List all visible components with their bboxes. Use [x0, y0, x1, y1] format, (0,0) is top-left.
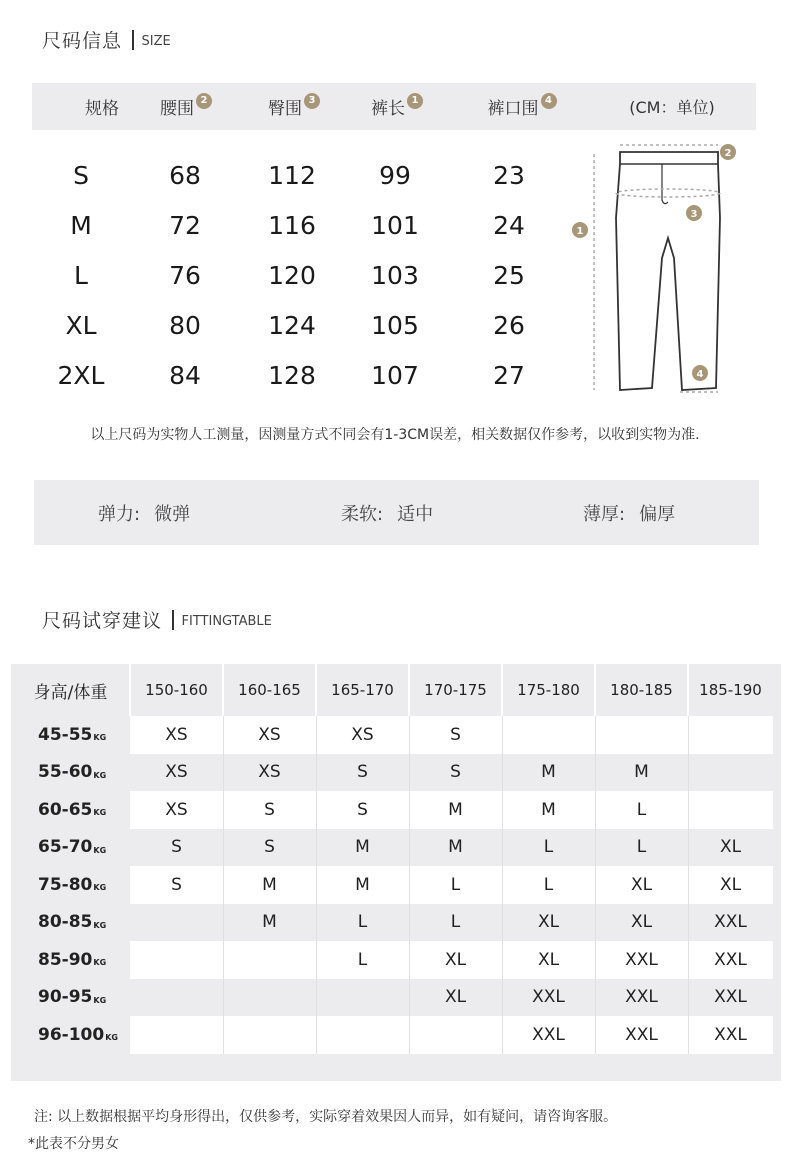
- kg-unit: KG: [93, 733, 107, 743]
- recommended-size: S: [171, 837, 182, 858]
- column-divider: [595, 941, 596, 979]
- recommended-size: M: [355, 837, 370, 858]
- diagram-badge-3-text: 3: [690, 209, 698, 220]
- size-value: 107: [371, 360, 419, 390]
- weight-range: 55-60: [38, 762, 93, 783]
- recommended-size: [130, 941, 223, 979]
- header-divider: [594, 664, 596, 716]
- column-divider: [502, 941, 503, 979]
- recommended-size: [223, 941, 316, 979]
- column-divider: [502, 979, 503, 1017]
- recommended-size: XL: [630, 874, 653, 895]
- column-divider: [316, 791, 317, 829]
- height-header: 170-175: [424, 681, 487, 699]
- size-row: [32, 350, 572, 400]
- property-elasticity: 弹力: 微弹: [98, 503, 191, 525]
- size-value: 124: [268, 310, 316, 340]
- diagram-badge-1-text: 1: [576, 226, 584, 237]
- weight-label: [11, 904, 130, 942]
- recommended-size: L: [357, 912, 368, 933]
- fitting-table-header: [11, 664, 781, 716]
- weight-label: [11, 791, 130, 829]
- column-divider: [316, 979, 317, 1017]
- badge-2: 2: [196, 93, 212, 109]
- size-value: 26: [493, 310, 525, 340]
- column-divider: [409, 979, 410, 1017]
- size-label: M: [70, 210, 92, 240]
- column-divider: [688, 941, 689, 979]
- column-divider: [316, 866, 317, 904]
- recommended-size: M: [634, 762, 649, 783]
- recommended-size: M: [541, 799, 556, 820]
- column-divider: [316, 1016, 317, 1054]
- column-divider: [502, 754, 503, 792]
- footnote-unisex: *此表不分男女: [28, 1136, 119, 1152]
- recommended-size: XL: [630, 912, 653, 933]
- recommended-size: XS: [351, 724, 374, 745]
- weight-range: 96-100: [38, 1024, 105, 1045]
- recommended-size: S: [357, 762, 368, 783]
- column-divider: [502, 791, 503, 829]
- size-row: [32, 200, 572, 250]
- recommended-size: XS: [165, 799, 188, 820]
- recommended-size: XXL: [625, 1024, 658, 1045]
- fitting-row: [11, 941, 781, 979]
- fitting-title-cn: 尺码试穿建议: [42, 610, 163, 632]
- size-label: S: [73, 160, 89, 190]
- recommended-size: L: [450, 912, 461, 933]
- title-divider: [172, 610, 174, 630]
- size-value: 128: [268, 360, 316, 390]
- kg-unit: KG: [93, 808, 107, 818]
- fabric-properties: [34, 480, 759, 545]
- height-header: 165-170: [331, 681, 394, 699]
- recommended-size: [502, 716, 595, 754]
- recommended-size: M: [448, 799, 463, 820]
- badge-4: 4: [541, 93, 557, 109]
- column-divider: [409, 829, 410, 867]
- column-divider: [595, 1016, 596, 1054]
- pants-outline: [616, 152, 720, 390]
- recommended-size: M: [541, 762, 556, 783]
- recommended-size: M: [262, 912, 277, 933]
- header-hem: 裤口围 4: [462, 83, 582, 130]
- column-divider: [409, 904, 410, 942]
- size-value: 99: [379, 160, 411, 190]
- column-divider: [223, 866, 224, 904]
- size-value: 68: [169, 160, 201, 190]
- diagram-badge-4-text: 4: [696, 369, 704, 380]
- size-value: 105: [371, 310, 419, 340]
- header-divider: [687, 664, 689, 716]
- recommended-size: M: [448, 837, 463, 858]
- column-divider: [595, 904, 596, 942]
- column-divider: [502, 904, 503, 942]
- weight-range: 60-65: [38, 799, 93, 820]
- header-divider: [501, 664, 503, 716]
- recommended-size: [409, 1016, 502, 1054]
- fitting-title-en: FITTINGTABLE: [181, 613, 272, 629]
- size-value: 72: [169, 210, 201, 240]
- column-divider: [316, 941, 317, 979]
- fitting-row-cells: [130, 791, 773, 829]
- header-length: 裤长 1: [347, 83, 447, 130]
- size-value: 120: [268, 260, 316, 290]
- column-divider: [502, 716, 503, 754]
- size-label: 2XL: [57, 360, 105, 390]
- recommended-size: XXL: [714, 1024, 747, 1045]
- size-value: 25: [493, 260, 525, 290]
- size-value: 101: [371, 210, 419, 240]
- column-divider: [595, 754, 596, 792]
- size-row: [32, 150, 572, 200]
- weight-label: [11, 754, 130, 792]
- recommended-size: XS: [258, 724, 281, 745]
- column-divider: [502, 866, 503, 904]
- weight-label: [11, 716, 130, 754]
- pants-diagram: [570, 138, 750, 400]
- recommended-size: M: [355, 874, 370, 895]
- header-divider: [222, 664, 224, 716]
- recommended-size: [688, 791, 773, 829]
- column-divider: [223, 791, 224, 829]
- column-divider: [688, 904, 689, 942]
- height-header: 175-180: [517, 681, 580, 699]
- property-softness: 柔软: 适中: [341, 503, 434, 525]
- header-divider: [315, 664, 317, 716]
- badge-3: 3: [304, 93, 320, 109]
- weight-range: 75-80: [38, 874, 93, 895]
- weight-label: [11, 979, 130, 1017]
- recommended-size: L: [543, 874, 554, 895]
- fitting-row: [11, 754, 781, 792]
- size-title-en: SIZE: [141, 33, 171, 49]
- fitting-row-cells: [130, 754, 773, 792]
- recommended-size: [688, 754, 773, 792]
- weight-label: [11, 829, 130, 867]
- column-divider: [316, 904, 317, 942]
- recommended-size: XXL: [532, 1024, 565, 1045]
- column-divider: [595, 791, 596, 829]
- recommended-size: L: [450, 874, 461, 895]
- header-spec: 规格: [85, 99, 119, 119]
- recommended-size: XL: [537, 949, 560, 970]
- height-header: 150-160: [145, 681, 208, 699]
- footnote-average: 注: 以上数据根据平均身形得出，仅供参考，实际穿着效果因人而异，如有疑问，请咨询客服。: [34, 1109, 618, 1125]
- height-header: 180-185: [610, 681, 673, 699]
- kg-unit: KG: [93, 958, 107, 968]
- fitting-table: [11, 664, 781, 1081]
- size-value: 23: [493, 160, 525, 190]
- recommended-size: XXL: [714, 912, 747, 933]
- size-table-header: [32, 83, 756, 130]
- corner-label: 身高/体重: [33, 682, 108, 703]
- recommended-size: [688, 716, 773, 754]
- fitting-row: [11, 979, 781, 1017]
- kg-unit: KG: [93, 845, 107, 855]
- recommended-size: XL: [719, 837, 742, 858]
- size-label: L: [74, 260, 88, 290]
- size-value: 112: [268, 160, 316, 190]
- recommended-size: XXL: [625, 987, 658, 1008]
- recommended-size: S: [264, 799, 275, 820]
- recommended-size: S: [357, 799, 368, 820]
- column-divider: [595, 829, 596, 867]
- recommended-size: XL: [719, 874, 742, 895]
- column-divider: [409, 866, 410, 904]
- diagram-badge-2-text: 2: [724, 148, 732, 159]
- height-header: 160-165: [238, 681, 301, 699]
- recommended-size: L: [636, 799, 647, 820]
- fitting-row-cells: [130, 941, 773, 979]
- recommended-size: [130, 1016, 223, 1054]
- column-divider: [316, 829, 317, 867]
- size-value: 103: [371, 260, 419, 290]
- header-divider: [408, 664, 410, 716]
- recommended-size: XL: [444, 949, 467, 970]
- weight-label: [11, 941, 130, 979]
- column-divider: [223, 829, 224, 867]
- size-value: 27: [493, 360, 525, 390]
- recommended-size: S: [264, 837, 275, 858]
- fitting-section-title: [42, 606, 272, 633]
- size-value: 76: [169, 260, 201, 290]
- column-divider: [688, 866, 689, 904]
- column-divider: [595, 866, 596, 904]
- weight-range: 45-55: [38, 724, 93, 745]
- recommended-size: XXL: [625, 949, 658, 970]
- recommended-size: S: [171, 874, 182, 895]
- column-divider: [223, 979, 224, 1017]
- fitting-row: [11, 1016, 781, 1054]
- fitting-row: [11, 829, 781, 867]
- size-value: 84: [169, 360, 201, 390]
- column-divider: [688, 1016, 689, 1054]
- badge-1: 1: [407, 93, 423, 109]
- size-section-title: [42, 26, 171, 53]
- header-waist: 腰围 2: [136, 83, 236, 130]
- height-header: 185-190: [699, 681, 762, 699]
- fitting-row: [11, 866, 781, 904]
- column-divider: [409, 754, 410, 792]
- recommended-size: XS: [165, 724, 188, 745]
- recommended-size: S: [450, 762, 461, 783]
- column-divider: [688, 754, 689, 792]
- recommended-size: XXL: [714, 987, 747, 1008]
- column-divider: [688, 716, 689, 754]
- size-value: 80: [169, 310, 201, 340]
- recommended-size: XS: [165, 762, 188, 783]
- column-divider: [502, 1016, 503, 1054]
- fitting-row-cells: [130, 716, 773, 754]
- recommended-size: [316, 1016, 409, 1054]
- size-row: [32, 300, 572, 350]
- column-divider: [502, 829, 503, 867]
- fitting-row-cells: [130, 866, 773, 904]
- size-title-cn: 尺码信息: [42, 30, 123, 52]
- recommended-size: L: [543, 837, 554, 858]
- column-divider: [316, 716, 317, 754]
- column-divider: [223, 941, 224, 979]
- recommended-size: [223, 979, 316, 1017]
- column-divider: [688, 979, 689, 1017]
- weight-label: [11, 866, 130, 904]
- recommended-size: XS: [258, 762, 281, 783]
- fitting-row-cells: [130, 979, 773, 1017]
- column-divider: [595, 979, 596, 1017]
- weight-range: 85-90: [38, 949, 93, 970]
- column-divider: [595, 716, 596, 754]
- recommended-size: [316, 979, 409, 1017]
- size-note: 以上尺码为实物人工测量，因测量方式不同会有1-3CM误差，相关数据仅作参考，以收到实物为准.: [90, 427, 700, 443]
- recommended-size: XXL: [532, 987, 565, 1008]
- title-divider: [132, 30, 134, 50]
- fitting-row: [11, 716, 781, 754]
- kg-unit: KG: [105, 1033, 118, 1043]
- kg-unit: KG: [93, 995, 107, 1005]
- size-value: 116: [268, 210, 316, 240]
- column-divider: [409, 1016, 410, 1054]
- column-divider: [409, 716, 410, 754]
- column-divider: [409, 791, 410, 829]
- column-divider: [688, 791, 689, 829]
- fitting-row: [11, 791, 781, 829]
- fitting-row-cells: [130, 829, 773, 867]
- recommended-size: [223, 1016, 316, 1054]
- kg-unit: KG: [93, 883, 107, 893]
- recommended-size: [130, 904, 223, 942]
- weight-label: [11, 1016, 130, 1054]
- recommended-size: L: [357, 949, 368, 970]
- kg-unit: KG: [93, 920, 107, 930]
- kg-unit: KG: [93, 770, 107, 780]
- column-divider: [688, 829, 689, 867]
- recommended-size: L: [636, 837, 647, 858]
- recommended-size: [595, 716, 688, 754]
- recommended-size: [130, 979, 223, 1017]
- fitting-row-cells: [130, 904, 773, 942]
- recommended-size: XL: [444, 987, 467, 1008]
- column-divider: [223, 904, 224, 942]
- size-label: XL: [65, 310, 97, 340]
- unit-label: (CM：单位): [629, 98, 715, 117]
- recommended-size: M: [262, 874, 277, 895]
- recommended-size: XL: [537, 912, 560, 933]
- property-thickness: 薄厚: 偏厚: [583, 503, 676, 525]
- recommended-size: S: [450, 724, 461, 745]
- column-divider: [409, 941, 410, 979]
- weight-range: 90-95: [38, 987, 93, 1008]
- header-divider: [129, 664, 131, 716]
- weight-range: 65-70: [38, 837, 93, 858]
- recommended-size: XXL: [714, 949, 747, 970]
- column-divider: [223, 754, 224, 792]
- column-divider: [223, 1016, 224, 1054]
- column-divider: [316, 754, 317, 792]
- size-value: 24: [493, 210, 525, 240]
- column-divider: [223, 716, 224, 754]
- weight-range: 80-85: [38, 912, 93, 933]
- size-row: [32, 250, 572, 300]
- fitting-row-cells: [130, 1016, 773, 1054]
- header-hip: 臀围 3: [244, 83, 344, 130]
- fitting-row: [11, 904, 781, 942]
